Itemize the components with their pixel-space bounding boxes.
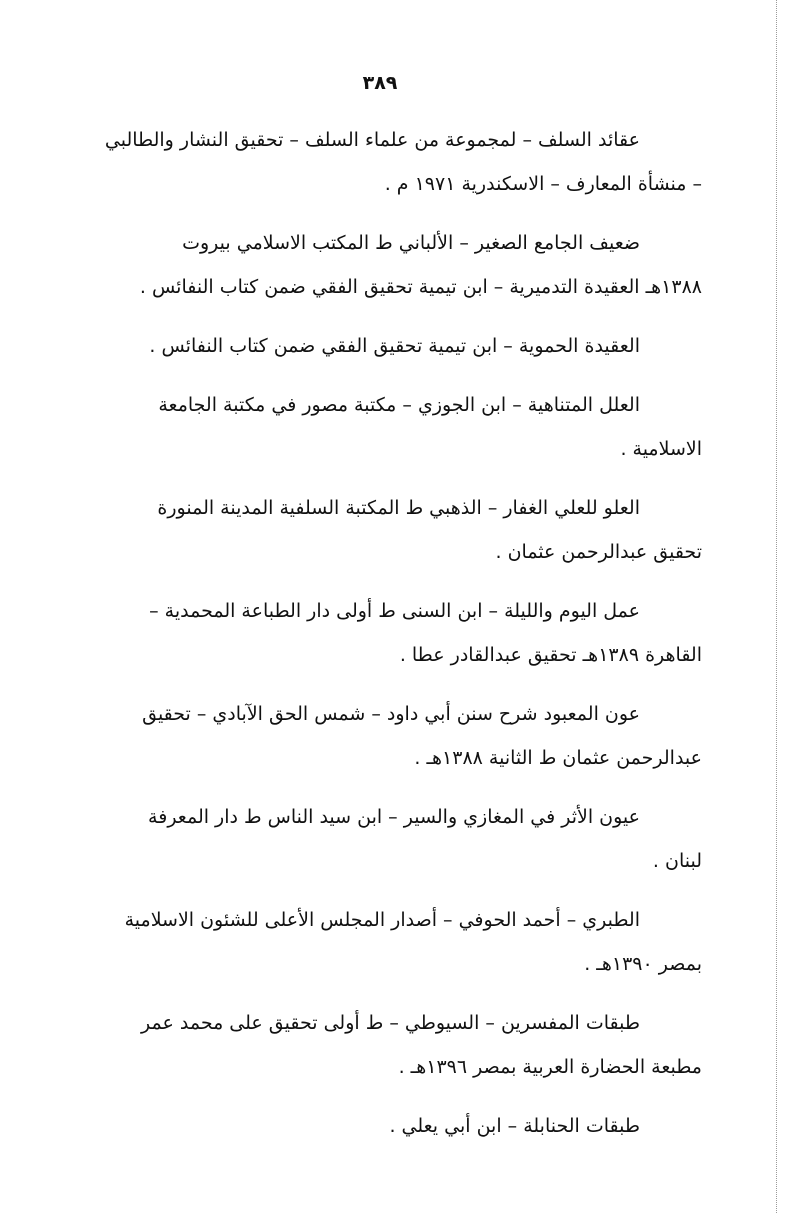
bibliography-entry	[56, 589, 702, 677]
bibliography-entry-line: الطبري – أحمد الحوفي – أصدار المجلس الأعلى للشئون الاسلامية	[124, 909, 640, 931]
bibliography-entry-line: العقيدة الحموية – ابن تيمية تحقيق الفقي ضمن كتاب النفائس .	[149, 335, 640, 357]
bibliography-entry-line: مطبعة الحضارة العربية بمصر ١٣٩٦هـ .	[398, 1056, 702, 1078]
page-number: ٣٨٩	[362, 72, 398, 94]
bibliography-entry	[56, 221, 702, 309]
bibliography-entry-line: العلل المتناهية – ابن الجوزي – مكتبة مصور في مكتبة الجامعة	[158, 394, 640, 416]
bibliography-entry	[56, 383, 702, 471]
bibliography-entry	[56, 692, 702, 780]
bibliography-entry-line: طبقات الحنابلة – ابن أبي يعلي .	[389, 1115, 640, 1137]
bibliography-entry-line: القاهرة ١٣٨٩هـ تحقيق عبدالقادر عطا .	[399, 644, 702, 666]
bibliography-entry	[56, 795, 702, 883]
bibliography-entry-line: الاسلامية .	[620, 438, 702, 460]
bibliography-entry-line: لبنان .	[652, 850, 702, 872]
bibliography-entry	[56, 1104, 702, 1148]
page-edge-divider	[776, 0, 777, 1213]
bibliography-entry	[56, 324, 702, 368]
bibliography-entry-line: عون المعبود شرح سنن أبي داود – شمس الحق الآبادي – تحقيق	[142, 703, 640, 725]
bibliography-entry-line: ضعيف الجامع الصغير – الألباني ط المكتب الاسلامي بيروت	[182, 232, 640, 254]
bibliography-entry-line: تحقيق عبدالرحمن عثمان .	[495, 541, 702, 563]
bibliography-entry-line: – منشأة المعارف – الاسكندرية ١٩٧١ م .	[384, 173, 702, 195]
bibliography-entry-line: بمصر ١٣٩٠هـ .	[584, 953, 702, 975]
bibliography-entry-line: طبقات المفسرين – السيوطي – ط أولى تحقيق على محمد عمر	[141, 1012, 640, 1034]
bibliography-entry-line: عمل اليوم والليلة – ابن السنى ط أولى دار الطباعة المحمدية –	[149, 600, 640, 622]
bibliography-entry	[56, 898, 702, 986]
bibliography-entry	[56, 486, 702, 574]
bibliography-entry-line: عبدالرحمن عثمان ط الثانية ١٣٨٨هـ .	[414, 747, 702, 769]
bibliography-entry	[56, 118, 702, 206]
bibliography-entry-line: عقائد السلف – لمجموعة من علماء السلف – تحقيق النشار والطالبي	[104, 129, 640, 151]
bibliography-list	[56, 118, 702, 1163]
bibliography-entry-line: عيون الأثر في المغازي والسير – ابن سيد الناس ط دار المعرفة	[148, 806, 640, 828]
bibliography-entry-line: ١٣٨٨هـ العقيدة التدميرية – ابن تيمية تحقيق الفقي ضمن كتاب النفائس .	[139, 276, 702, 298]
bibliography-entry-line: العلو للعلي الغفار – الذهبي ط المكتبة السلفية المدينة المنورة	[157, 497, 640, 519]
bibliography-entry	[56, 1001, 702, 1089]
